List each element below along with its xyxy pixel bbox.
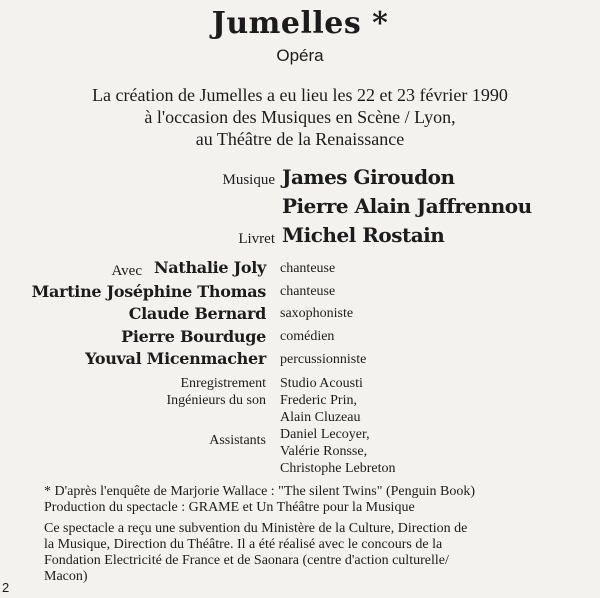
page-title: Jumelles *: [211, 6, 389, 41]
performer-name-2: Martine Joséphine Thomas: [31, 282, 266, 301]
funding-line-3: Fondation Electricité de France et de Saonara (centre d'action culturelle/: [44, 553, 449, 568]
performer-role-4: comédien: [280, 329, 335, 344]
ingenieur-1: Frederic Prin,: [280, 393, 357, 408]
livret-label: Livret: [238, 231, 275, 247]
footnote-production: Production du spectacle : GRAME et Un Théâtre pour la Musique: [44, 500, 415, 515]
performer-role-1: chanteuse: [280, 261, 336, 276]
performer-name-1: Nathalie Joly: [153, 258, 266, 277]
page-subtitle: Opéra: [276, 46, 324, 65]
funding-line-4: Macon): [44, 569, 88, 584]
ingenieurs-label: Ingénieurs du son: [166, 393, 266, 408]
premiere-info: [0, 84, 600, 150]
performer-name-4: Pierre Bourduge: [121, 327, 266, 346]
ingenieur-3: Daniel Lecoyer,: [280, 427, 370, 442]
composer-name-1: James Giroudon: [282, 165, 455, 189]
footnote-source: * D'après l'enquête de Marjorie Wallace : "The silent Twins" (Penguin Book): [44, 484, 476, 499]
composer-name-2: Pierre Alain Jaffrennou: [282, 194, 532, 218]
performer-name-3: Claude Bernard: [128, 304, 266, 323]
performer-role-3: saxophoniste: [280, 306, 354, 321]
funding-line-1: Ce spectacle a reçu une subvention du Ministère de la Culture, Direction de: [44, 521, 468, 536]
librettist-name: Michel Rostain: [282, 223, 445, 247]
avec-label: Avec: [111, 263, 142, 279]
musique-label: Musique: [222, 172, 275, 188]
assistant-2: Christophe Lebreton: [280, 461, 396, 476]
enregistrement-label: Enregistrement: [180, 376, 266, 391]
page-number: 2: [2, 580, 10, 595]
assistants-label: Assistants: [209, 433, 266, 448]
funding-line-2: la Musique, Direction du Théâtre. Il a été réalisé avec le concours de la: [44, 537, 443, 552]
premiere-line-1: La création de Jumelles a eu lieu les 22 et 23 février 1990: [92, 85, 508, 105]
assistant-1: Valérie Ronsse,: [280, 444, 368, 459]
premiere-line-3: au Théâtre de la Renaissance: [195, 129, 405, 149]
performer-role-5: percussionniste: [280, 352, 367, 367]
ingenieur-2: Alain Cluzeau: [280, 410, 361, 425]
premiere-line-2: à l'occasion des Musiques en Scène / Lyon,: [144, 107, 456, 127]
performer-name-5: Youval Micenmacher: [85, 349, 266, 368]
enregistrement-value: Studio Acousti: [280, 376, 363, 391]
performer-role-2: chanteuse: [280, 284, 336, 299]
